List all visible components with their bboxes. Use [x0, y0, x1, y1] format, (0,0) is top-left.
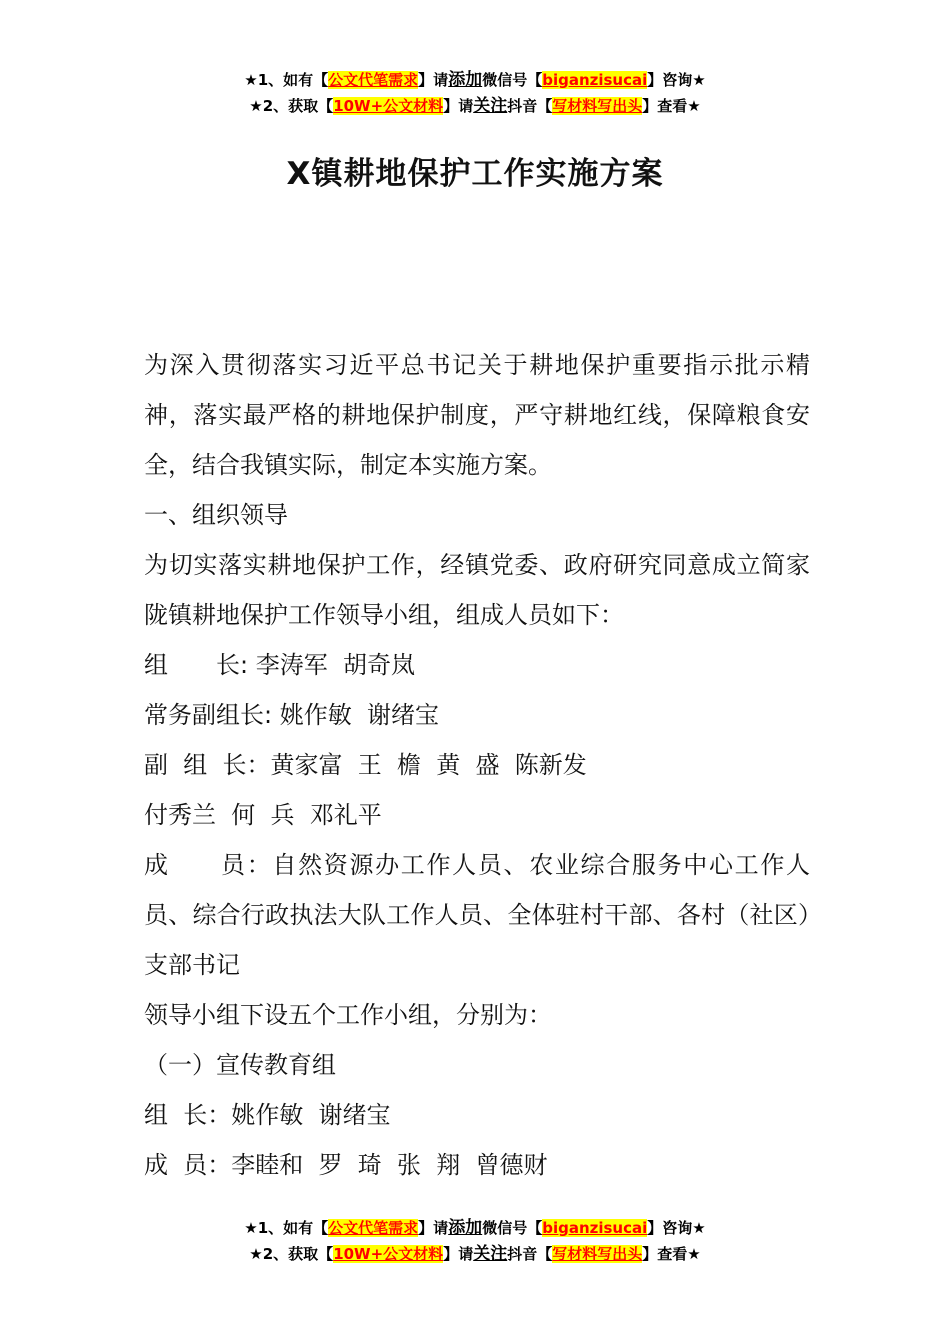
promo-line-2: ★2、获取【10W+公文材料】请关注抖音【写材料写出头】查看★ [249, 96, 701, 116]
subsection-heading: （一）宣传教育组 [144, 1051, 336, 1079]
intro-paragraph: 为深入贯彻落实习近平总书记关于耕地保护重要指示批示精神，落实最严格的耕地保护制度，严守耕地红线，保障粮食安全，结合我镇实际，制定本实施方案。 [144, 351, 810, 479]
promo-highlight: 10W+公文材料 [333, 97, 444, 115]
promo-line-1: ★1、如有【公文代笔需求】请添加微信号【biganzisucai】咨询★ [244, 70, 706, 90]
promo-highlight: 公文代笔需求 [328, 1219, 419, 1237]
promo-highlight: biganzisucai [542, 1219, 648, 1237]
promo-highlight: biganzisucai [542, 71, 648, 89]
body-paragraph: 领导小组下设五个工作小组，分别为： [144, 1001, 552, 1029]
member-line: 付秀兰 何 兵 邓礼平 [144, 801, 382, 829]
member-line: 组 长: 李涛军 胡奇岚 [144, 651, 415, 679]
member-line: 成 员：自然资源办工作人员、农业综合服务中心工作人员、综合行政执法大队工作人员、全体驻村干部、各村（社区）支部书记 [144, 851, 810, 979]
section-heading: 一、组织领导 [144, 501, 288, 529]
promo-footer [0, 1215, 950, 1267]
promo-line-2: ★2、获取【10W+公文材料】请关注抖音【写材料写出头】查看★ [249, 1244, 701, 1264]
member-line: 成 员：李睦和 罗 琦 张 翔 曾德财 [144, 1151, 548, 1179]
document-body [144, 340, 810, 1190]
promo-highlight: 公文代笔需求 [328, 71, 419, 89]
promo-highlight: 写材料写出头 [552, 97, 643, 115]
document-title: X镇耕地保护工作实施方案 [286, 156, 664, 192]
member-line: 常务副组长: 姚作敏 谢绪宝 [144, 701, 439, 729]
promo-line-1: ★1、如有【公文代笔需求】请添加微信号【biganzisucai】咨询★ [244, 1218, 706, 1238]
member-line: 组 长：姚作敏 谢绪宝 [144, 1101, 391, 1129]
promo-highlight: 写材料写出头 [552, 1245, 643, 1263]
member-line: 副 组 长：黄家富 王 檐 黄 盛 陈新发 [144, 751, 587, 779]
promo-header [0, 67, 950, 119]
body-paragraph: 为切实落实耕地保护工作，经镇党委、政府研究同意成立简家陇镇耕地保护工作领导小组，组成人员如下： [144, 551, 810, 629]
promo-highlight: 10W+公文材料 [333, 1245, 444, 1263]
